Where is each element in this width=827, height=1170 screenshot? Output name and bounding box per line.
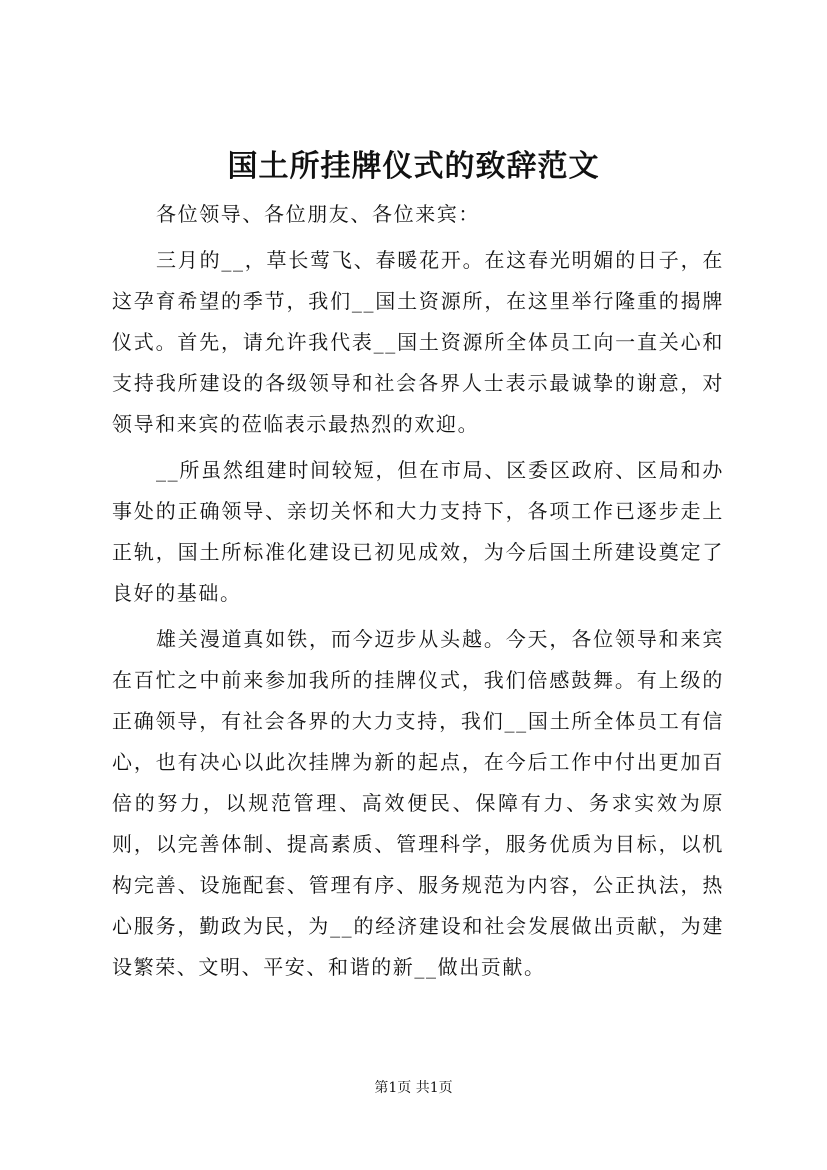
document-title: 国土所挂牌仪式的致辞范文 xyxy=(227,149,600,184)
page-footer: 第1页 共1页 xyxy=(374,1080,453,1096)
body-paragraph-3: 雄关漫道真如铁，而今迈步从头越。今天，各位领导和来宾在百忙之中前来参加我所的挂牌仪式，我们倍感鼓舞。有上级的正确领导，有社会各界的大力支持，我们__国土所全体员工有信心，也有决心以此次挂牌为新的起点，在今后工作中付出更加百倍的努力，以规范管理、高效便民、保障有力、务求实效为原则，以完善体制、提高素质、管理科学，服务优质为目标，以机构完善、设施配套、管理有序、服务规范为内容，公正执法，热心服务，勤政为民，为__的经济建设和社会发展做出贡献，为建设繁荣、文明、平安、和谐的新__做出贡献。 xyxy=(112,627,724,979)
body-paragraph-2: __所虽然组建时间较短，但在市局、区委区政府、区局和办事处的正确领导、亲切关怀和大力支持下，各项工作已逐步走上正轨，国土所标准化建设已初见成效，为今后国土所建设奠定了良好的基础。 xyxy=(112,458,724,605)
body-paragraph-1: 三月的__，草长莺飞、春暖花开。在这春光明媚的日子，在这孕育希望的季节，我们__国土资源所，在这里举行隆重的揭牌仪式。首先，请允许我代表__国土资源所全体员工向一直关心和支持我所建设的各级领导和社会各界人士表示最诚挚的谢意，对领导和来宾的莅临表示最热烈的欢迎。 xyxy=(112,248,724,436)
document-body xyxy=(112,194,724,993)
salutation-paragraph: 各位领导、各位朋友、各位来宾： xyxy=(156,202,480,226)
